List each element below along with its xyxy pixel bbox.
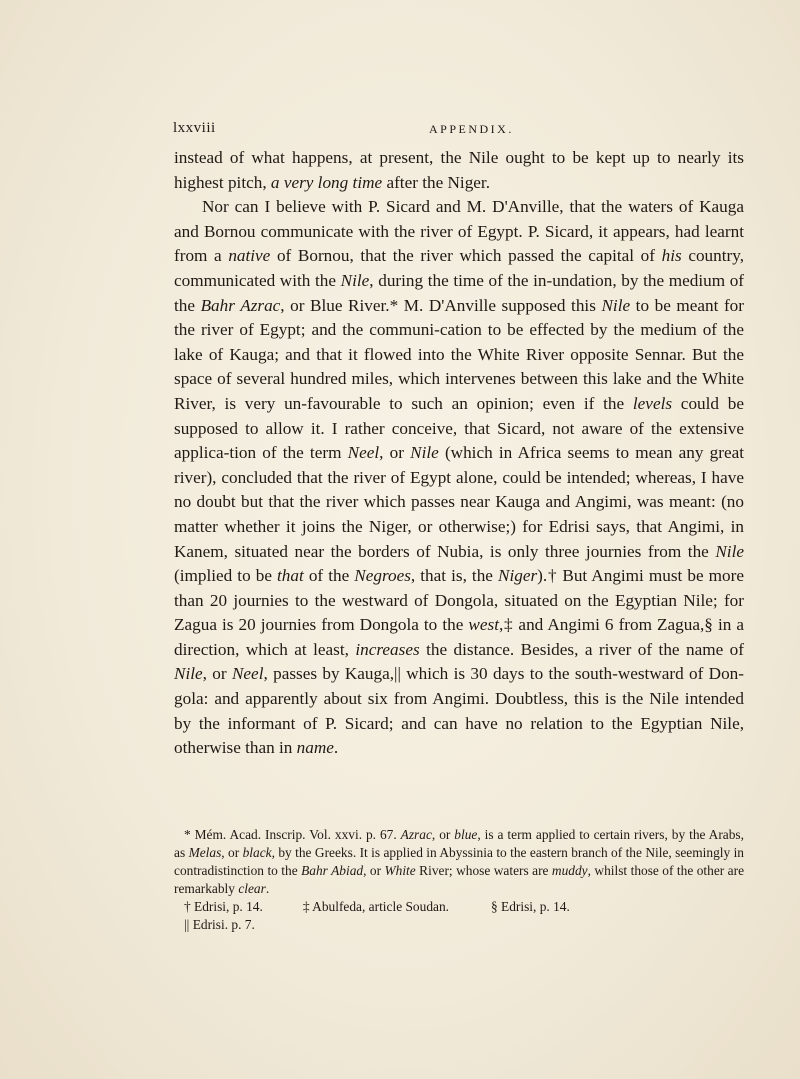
footnote-section: § Edrisi, p. 14.: [491, 898, 570, 914]
main-text: [174, 146, 744, 761]
footnote-star: * Mém. Acad. Inscrip. Vol. xxvi. p. 67. Azrac, or blue, is a term applied to certain rivers, by the Arabs, as Melas, or black, by the Greeks. It is applied in Abyssinia to the eastern branch of the Nile, seemingly in contradistinction to the Bahr Abiad, or White River; whose waters are muddy, whilst those of the other are remarkably clear.: [174, 827, 745, 896]
footnotes: [174, 826, 744, 933]
footnote-double-dagger: ‡ Abulfeda, article Soudan.: [302, 898, 449, 914]
paragraph-1: instead of what happens, at present, the Nile ought to be kept up to nearly its highest pitch, a very long time after the Niger.: [174, 148, 744, 192]
running-head: [173, 120, 743, 140]
footnote-dagger: † Edrisi, p. 14.: [184, 898, 263, 914]
page-number: lxxviii: [173, 120, 216, 136]
footnote-row: [174, 898, 744, 916]
footnote-parallel: || Edrisi. p. 7.: [184, 916, 255, 932]
running-title: APPENDIX.: [429, 122, 514, 136]
footnote-row: [174, 916, 744, 934]
paragraph-2: Nor can I believe with P. Sicard and M. D'Anville, that the waters of Kauga and Bornou communicate with the river of Egypt. P. Sicard, it appears, had learnt from a native of Bornou, that the river which passed the capital of his country, communicated with the Nile, during the time of the in-undation, by the medium of the Bahr Azrac, or Blue River.* M. D'Anville supposed this Nile to be meant for the river of Egypt; and the communi-cation to be effected by the medium of the lake of Kauga; and that it flowed into the White River opposite Sennar. But the space of several hundred miles, which intervenes between this lake and the White River, is very un-favourable to such an opinion; even if the levels could be supposed to allow it. I rather conceive, that Sicard, not aware of the extensive applica-tion of the term Neel, or Nile (which in Africa seems to mean any great river), concluded that the river of Egypt alone, could be intended; whereas, I have no doubt but that the river which passes near Kauga and Angimi, was meant: (no matter whether it joins the Niger, or otherwise;) for Edrisi says, that Angimi, in Kanem, situated near the borders of Nubia, is only three journies from the Nile (implied to be that of the Negroes, that is, the Niger).† But Angimi must be more than 20 journies to the westward of Dongola, situated on the Egyptian Nile; for Zagua is 20 journies from Dongola to the west,‡ and Angimi 6 from Zagua,§ in a direction, which at least, increases the distance. Besides, a river of the name of Nile, or Neel, passes by Kauga,|| which is 30 days to the south-westward of Don-gola: and apparently about six from Angimi. Doubtless, this is the Nile intended by the informant of P. Sicard; and can have no relation to the Egyptian Nile, otherwise than in name.: [174, 197, 745, 758]
